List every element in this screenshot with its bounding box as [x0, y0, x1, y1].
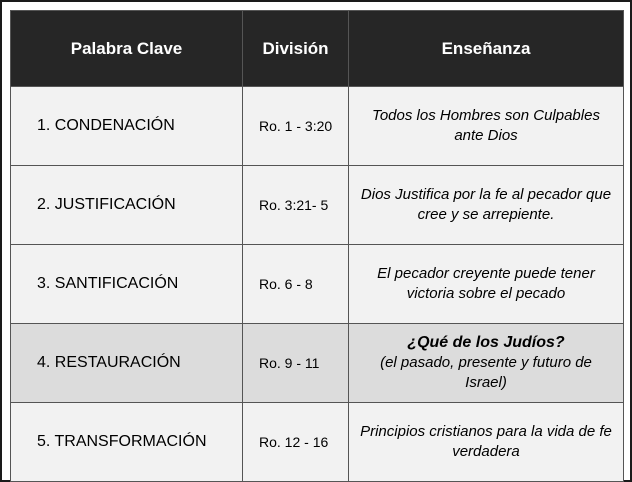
division-cell: Ro. 1 - 3:20 — [243, 87, 349, 166]
table-row — [11, 245, 624, 324]
teaching-cell — [349, 87, 624, 166]
division-cell: Ro. 9 - 11 — [243, 324, 349, 403]
teaching-cell — [349, 324, 624, 403]
teaching-text: Principios cristianos para la vida de fe verdadera — [360, 423, 612, 460]
teaching-title: ¿Qué de los Judíos? — [407, 334, 565, 351]
teaching-cell — [349, 245, 624, 324]
division-cell: Ro. 6 - 8 — [243, 245, 349, 324]
table-row — [11, 403, 624, 482]
keyword-cell: 1. CONDENACIÓN — [11, 87, 243, 166]
division-cell: Ro. 12 - 16 — [243, 403, 349, 482]
header-teaching: Enseñanza — [349, 11, 624, 87]
keyword-cell: 4. RESTAURACIÓN — [11, 324, 243, 403]
table-row — [11, 166, 624, 245]
header-row — [11, 11, 624, 87]
keyword-cell: 5. TRANSFORMACIÓN — [11, 403, 243, 482]
teaching-text: Dios Justifica por la fe al pecador que cree y se arrepiente. — [360, 186, 612, 223]
table-row-highlighted — [11, 324, 624, 403]
teaching-text: (el pasado, presente y futuro de Israel) — [380, 354, 592, 391]
keyword-cell: 2. JUSTIFICACIÓN — [11, 166, 243, 245]
teaching-text: Todos los Hombres son Culpables ante Dios — [372, 107, 600, 144]
header-division: División — [243, 11, 349, 87]
teaching-text: El pecador creyente puede tener victoria sobre el pecado — [377, 265, 595, 302]
division-cell: Ro. 3:21- 5 — [243, 166, 349, 245]
table-row — [11, 87, 624, 166]
keyword-cell: 3. SANTIFICACIÓN — [11, 245, 243, 324]
teaching-cell — [349, 403, 624, 482]
header-keyword: Palabra Clave — [11, 11, 243, 87]
romans-outline-table — [10, 10, 624, 482]
teaching-cell — [349, 166, 624, 245]
